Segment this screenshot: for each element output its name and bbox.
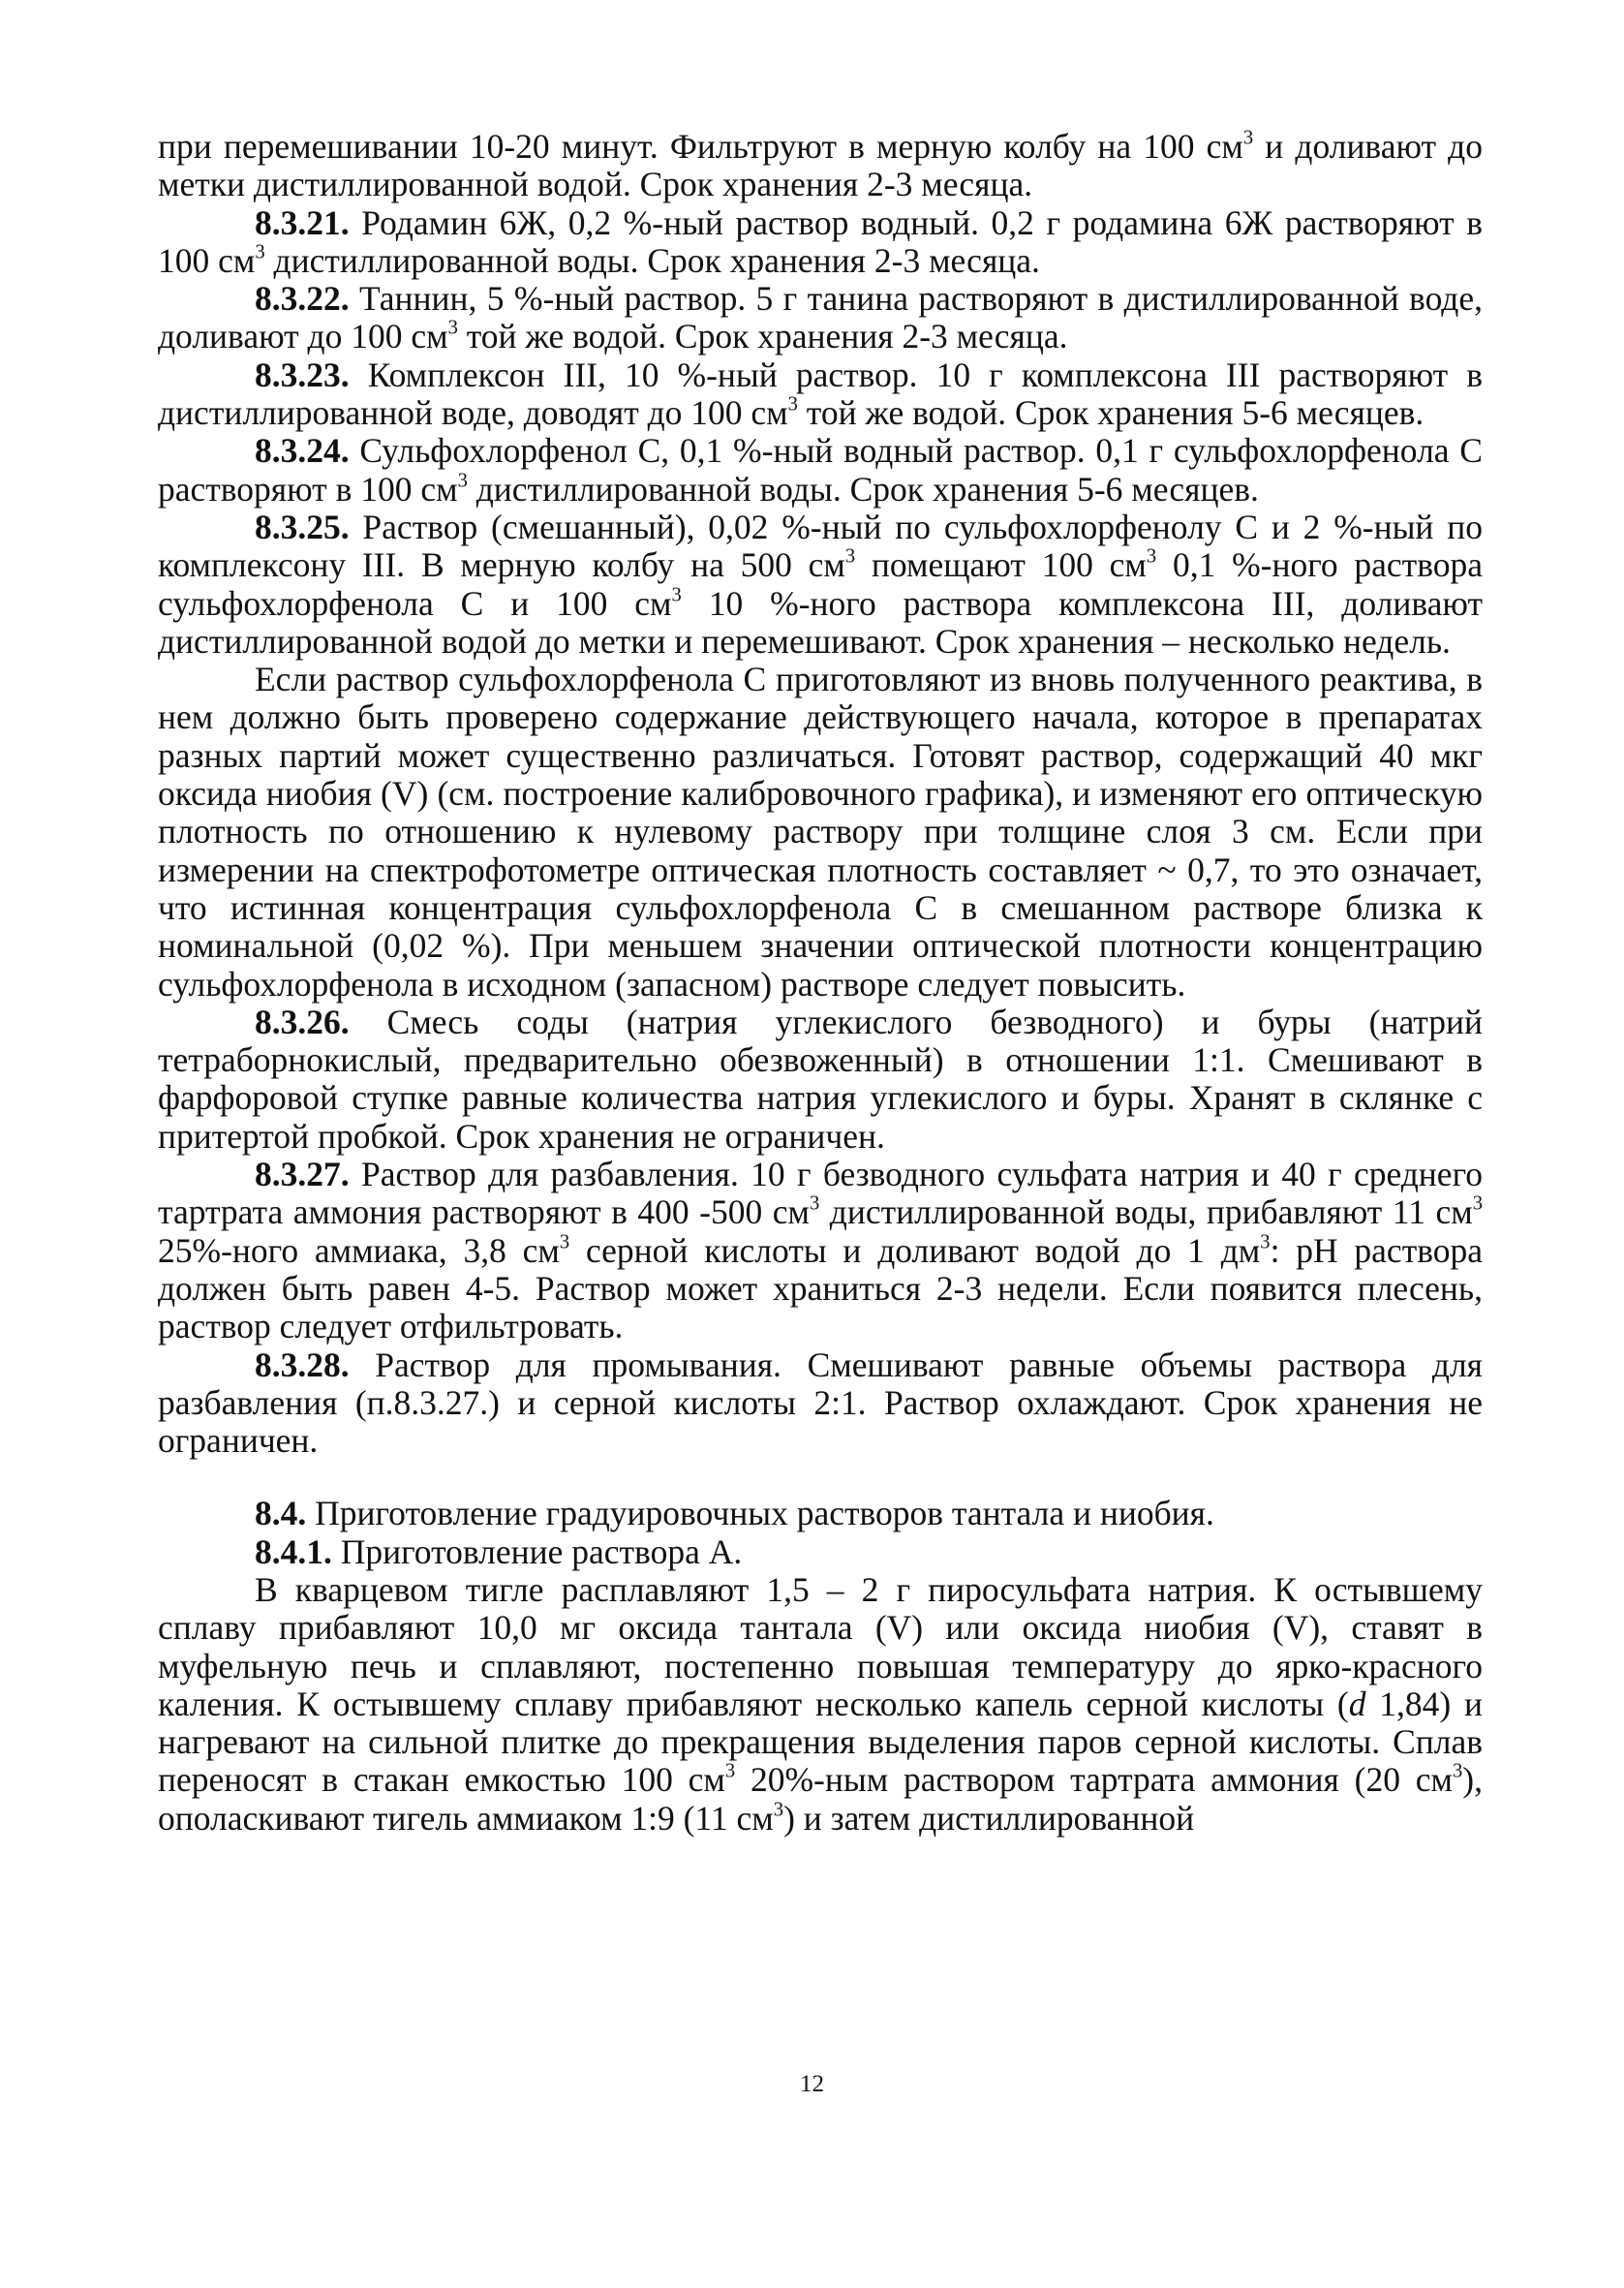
- section-number: 8.3.28.: [255, 1345, 350, 1384]
- paragraph-text: той же водой. Срок хранения 5-6 месяцев.: [797, 393, 1425, 433]
- paragraph-text: Сульфохлорфенол С, 0,1 %-ный водный раствор. 0,1 г сульфохлорфенола С растворяют в 100 см: [158, 431, 1483, 509]
- paragraph-8-3-25: [158, 509, 1483, 661]
- unit-superscript: 3: [559, 1231, 570, 1253]
- paragraph-text: Приготовление градуировочных растворов тантала и ниобия.: [306, 1494, 1214, 1533]
- section-number: 8.3.27.: [255, 1155, 350, 1194]
- italic-symbol: d: [1348, 1684, 1366, 1723]
- paragraph-text: Раствор для разбавления. 10 г безводного сульфата натрия и 40 г среднего тартрата аммония растворяют в 400 -500 см: [158, 1155, 1483, 1232]
- document-page: [158, 128, 1483, 1838]
- section-number: 8.4.1.: [255, 1531, 332, 1571]
- unit-superscript: 3: [1242, 127, 1254, 149]
- paragraph-text: Если раствор сульфохлорфенола С приготовляют из вновь полученного реактива, в нем должно быть проверено содержание действующего начала, которое в препаратах разных партий может существенно различаться. Готовят раствор, содержащий 40 мкг оксида ниобия (V) (см. построение калибровочного графика), и изменяют его оптическую плотность по отношению к нулевому раствору при толщине слоя 3 см. Если при измерении на спектрофотометре оптическая плотность составляет ~ 0,7, то это означает, что истинная концентрация сульфохлорфенола С в смешанном растворе близка к номинальной (0,02 %). При меньшем значении оптической плотности концентрацию сульфохлорфенола в исходном (запасном) растворе следует повысить.: [158, 660, 1483, 1004]
- section-number: 8.4.: [255, 1494, 307, 1533]
- paragraph-text: Раствор для промывания. Смешивают равные объемы раствора для разбавления (п.8.3.27.) и серной кислоты 2:1. Раствор охлаждают. Срок хранения не ограничен.: [158, 1345, 1483, 1461]
- paragraph-text: при перемешивании 10-20 минут. Фильтруют в мерную колбу на 100 см: [158, 127, 1243, 166]
- paragraph-8-3-26: [158, 1004, 1483, 1156]
- heading-8-4-1: [158, 1533, 1483, 1571]
- paragraph-text: Смесь соды (натрия углекислого безводного) и буры (натрий тетраборнокислый, предварительно обезвоженный) в отношении 1:1. Смешивают в фарфоровой ступке равные количества натрия углекислого и буры. Хранят в склянке с притертой пробкой. Срок хранения не ограничен.: [158, 1002, 1483, 1156]
- paragraph-text: Раствор (смешанный), 0,02 %-ный по сульфохлорфенолу С и 2 %-ный по комплексону III. В мерную колбу на 500 см: [158, 507, 1483, 585]
- unit-superscript: 3: [787, 393, 798, 416]
- paragraph-sulfochlorphenol-note: [158, 661, 1483, 1004]
- unit-superscript: 3: [255, 241, 265, 263]
- paragraph-text: дистиллированной воды. Срок хранения 2-3 месяца.: [264, 240, 1040, 280]
- paragraph-text: Таннин, 5 %-ный раствор. 5 г танина растворяют в дистиллированной воде, доливают до 100 см: [158, 279, 1483, 356]
- paragraph-text: дистиллированной воды. Срок хранения 5-6 месяцев.: [467, 469, 1259, 509]
- paragraph-text: Приготовление раствора А.: [331, 1531, 743, 1571]
- unit-superscript: 3: [447, 318, 458, 340]
- paragraph-text: 20%-ным раствором тартрата аммония (20 см: [735, 1760, 1453, 1800]
- paragraph-0: [158, 128, 1483, 204]
- unit-superscript: 3: [671, 584, 682, 606]
- section-number: 8.3.22.: [255, 279, 350, 319]
- heading-8-4: [158, 1495, 1483, 1532]
- unit-superscript: 3: [724, 1761, 736, 1783]
- section-number: 8.3.24.: [255, 431, 350, 471]
- paragraph-8-3-28: [158, 1346, 1483, 1461]
- paragraph-text: и доливают до метки дистиллированной водой. Срок хранения 2-3 месяца.: [158, 127, 1483, 204]
- section-number: 8.3.23.: [255, 355, 350, 394]
- unit-superscript: 3: [1472, 1192, 1484, 1215]
- section-number: 8.3.26.: [255, 1002, 350, 1041]
- paragraph-text: Комплексон III, 10 %-ный раствор. 10 г комплексона III растворяют в дистиллированной воде, доводят до 100 см: [158, 355, 1483, 433]
- paragraph-text: 25%-ного аммиака, 3,8 см: [158, 1230, 560, 1270]
- paragraph-text: : pH раствора должен быть равен 4-5. Раствор может храниться 2-3 недели. Если появится плесень, раствор следует отфильтровать.: [158, 1230, 1483, 1346]
- section-number: 8.3.25.: [255, 507, 350, 546]
- paragraph-8-3-21: [158, 204, 1483, 281]
- paragraph-text: 0,1 %-ного раствора сульфохлорфенола С и 100 см: [158, 545, 1483, 623]
- unit-superscript: 3: [844, 545, 856, 568]
- section-number: 8.3.21.: [255, 202, 350, 242]
- unit-superscript: 3: [773, 1799, 784, 1821]
- paragraph-text: Родамин 6Ж, 0,2 %-ный раствор водный. 0,2 г родамина 6Ж растворяют в 100 см: [158, 202, 1483, 280]
- paragraph-text: ), ополаскивают тигель аммиаком 1:9 (11 см: [158, 1760, 1483, 1838]
- paragraph-text: серной кислоты и доливают водой до 1 дм: [569, 1230, 1261, 1270]
- paragraph-text: В кварцевом тигле расплавляют 1,5 – 2 г пиросульфата натрия. К остывшему сплаву прибавляют 10,0 мг оксида тантала (V) или оксида ниобия (V), ставят в муфельную печь и сплавляют, постепенно повышая температуру до ярко-красного каления. К остывшему сплаву прибавляют несколько капель серной кислоты (: [158, 1569, 1483, 1723]
- unit-superscript: 3: [1453, 1761, 1463, 1783]
- paragraph-8-3-23: [158, 356, 1483, 433]
- unit-superscript: 3: [809, 1192, 820, 1215]
- paragraph-text: 1,84) и нагревают на сильной плитке до прекращения выделения паров серной кислоты. Сплав переносят в стакан емкостью 100 см: [158, 1684, 1483, 1800]
- paragraph-text: той же водой. Срок хранения 2-3 месяца.: [457, 317, 1068, 356]
- paragraph-text: 10 %-ного раствора комплексона III, доливают дистиллированной водой до метки и перемешивают. Срок хранения – несколько недель.: [158, 583, 1483, 661]
- paragraph-8-3-22: [158, 280, 1483, 356]
- unit-superscript: 3: [1146, 545, 1157, 568]
- paragraph-solution-a: [158, 1571, 1483, 1838]
- paragraph-text: дистиллированной воды, прибавляют 11 см: [819, 1192, 1473, 1232]
- paragraph-8-3-27: [158, 1156, 1483, 1345]
- unit-superscript: 3: [1260, 1231, 1271, 1253]
- unit-superscript: 3: [457, 470, 468, 492]
- section-gap: [158, 1460, 1483, 1495]
- page-number: 12: [800, 2071, 824, 2097]
- paragraph-text: ) и затем дистиллированной: [783, 1798, 1195, 1838]
- paragraph-8-3-24: [158, 432, 1483, 509]
- paragraph-text: помещают 100 см: [855, 545, 1147, 585]
